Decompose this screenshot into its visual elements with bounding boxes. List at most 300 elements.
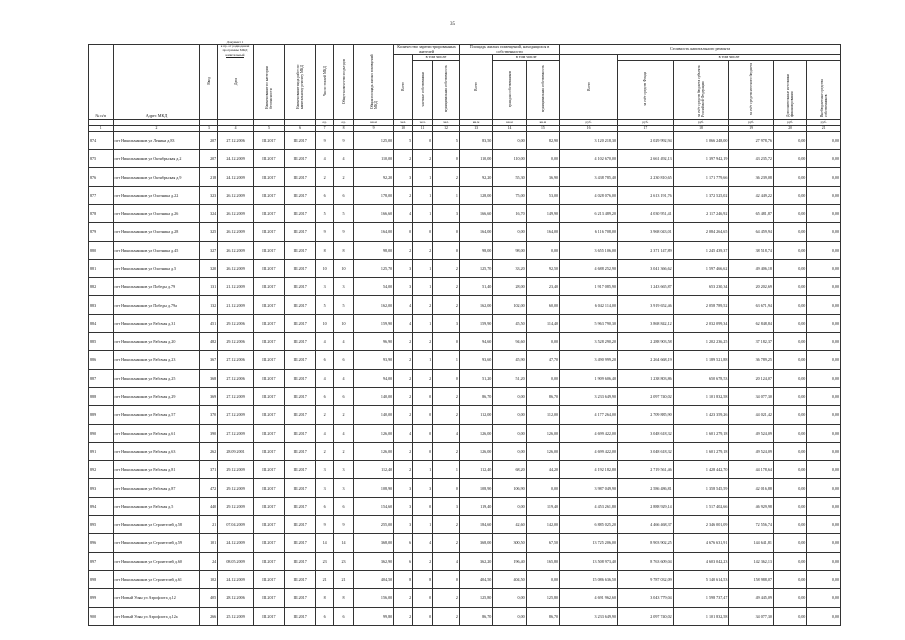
cell-roof: III.2017: [285, 186, 316, 204]
cell-a2: 16,70: [493, 204, 526, 222]
cell-date: 26.12.2009: [218, 241, 254, 259]
cell-a1: 404,50: [459, 570, 492, 588]
cell-a1: 164,00: [459, 223, 492, 241]
table-row: [89, 552, 841, 570]
cell-c6: 0,00: [807, 150, 841, 168]
column-number: 12: [433, 125, 460, 131]
cell-a3: 86,70: [526, 607, 559, 625]
cell-r3: 4: [433, 552, 460, 570]
cell-no: 894: [89, 497, 114, 515]
cell-date: 24.12.2009: [218, 168, 254, 186]
cell-c4: 49 406,18: [729, 259, 774, 277]
cell-no: 895: [89, 516, 114, 534]
table-row: [89, 369, 841, 387]
cell-a2: 196,40: [493, 552, 526, 570]
cell-c4: 46 929,98: [729, 497, 774, 515]
cell-c1: 6 042 114,00: [560, 296, 618, 314]
cell-r2: 0: [413, 223, 433, 241]
cell-c5: 0,00: [773, 204, 806, 222]
column-number: 5: [253, 125, 284, 131]
cell-a3: 119,40: [526, 497, 559, 515]
cell-roof: III.2017: [285, 516, 316, 534]
cell-date: 26.12.2009: [218, 204, 254, 222]
cell-c6: 0,00: [807, 333, 841, 351]
cell-year: 266: [200, 607, 218, 625]
cell-a2: 102,00: [493, 296, 526, 314]
cell-c6: 0,00: [807, 369, 841, 387]
cell-addr: пгт Никольмашков ул Рабочая д.29: [113, 387, 200, 405]
cell-no: 899: [89, 589, 114, 607]
cell-r1: 3: [394, 479, 413, 497]
cell-a2: 68,20: [493, 461, 526, 479]
cell-c2: 2 097 740,02: [618, 387, 674, 405]
cell-wall: III.2017: [253, 204, 284, 222]
column-number: 14: [493, 125, 526, 131]
cell-c2: 2 230 810,65: [618, 168, 674, 186]
cell-year: 21: [200, 516, 218, 534]
cell-c5: 0,00: [773, 131, 806, 149]
cell-a1: 126,00: [459, 442, 492, 460]
cell-c5: 0,00: [773, 552, 806, 570]
cell-c2: 3 868 842,12: [618, 314, 674, 332]
cell-r2: 1: [413, 351, 433, 369]
cell-c5: 0,00: [773, 406, 806, 424]
cell-r1: 5: [394, 131, 413, 149]
cell-area: 125,00: [354, 131, 394, 149]
cell-date: 27.12.2006: [218, 351, 254, 369]
cell-a1: 110,00: [459, 150, 492, 168]
cell-wall: III.2017: [253, 296, 284, 314]
cell-r2: 2: [413, 150, 433, 168]
cell-floors: 10: [316, 259, 334, 277]
cell-c1: 4 453 261,80: [560, 497, 618, 515]
header-area-group: Площадь жилых помещений, находящихся в собственности: [459, 45, 559, 55]
cell-wall: III.2017: [253, 223, 284, 241]
cell-c1: 4 102 670,00: [560, 150, 618, 168]
cell-c6: 0,00: [807, 461, 841, 479]
cell-a1: 126,00: [459, 424, 492, 442]
cell-r2: 0: [413, 424, 433, 442]
cell-entr: 4: [334, 369, 354, 387]
cell-r3: 2: [433, 516, 460, 534]
cell-a3: 53,00: [526, 186, 559, 204]
cell-a3: 0,00: [526, 369, 559, 387]
cell-addr: пгт Никольмашков ул Рабочая д.23: [113, 351, 200, 369]
cell-a3: 23,40: [526, 278, 559, 296]
cell-entr: 23: [334, 552, 354, 570]
header-area-citizens: граждан собственников: [493, 60, 526, 119]
cell-entr: 6: [334, 497, 354, 515]
cell-c5: 0,00: [773, 607, 806, 625]
cell-r3: 2: [433, 442, 460, 460]
cell-year: 324: [200, 204, 218, 222]
cell-a2: 55,30: [493, 168, 526, 186]
cell-floors: 9: [316, 131, 334, 149]
cell-a3: 44,20: [526, 461, 559, 479]
cell-r1: 2: [394, 442, 413, 460]
cell-floors: 4: [316, 424, 334, 442]
cell-c4: 49 445,09: [729, 589, 774, 607]
cell-entr: 6: [334, 607, 354, 625]
cell-c4: 49 524,09: [729, 442, 774, 460]
cell-entr: 2: [334, 442, 354, 460]
cell-c2: 3 048 618,32: [618, 424, 674, 442]
cell-wall: III.2017: [253, 369, 284, 387]
header-area-total: Общая площадь жилых помещений МКД: [354, 45, 394, 120]
cell-floors: 8: [316, 589, 334, 607]
table-row: [89, 461, 841, 479]
column-number: 6: [285, 125, 316, 131]
cell-r1: 2: [394, 461, 413, 479]
cell-entr: 6: [334, 387, 354, 405]
cell-c2: 2 029 992,94: [618, 131, 674, 149]
cell-wall: III.2017: [253, 333, 284, 351]
cell-date: 29.12.2006: [218, 314, 254, 332]
cell-addr: пгт Никольмашков ул Рабочая д.25: [113, 369, 200, 387]
cell-c1: 1 917 085,90: [560, 278, 618, 296]
cell-no: 874: [89, 131, 114, 149]
cell-r2: 8: [413, 570, 433, 588]
cell-c2: 2 264 668,19: [618, 351, 674, 369]
cell-no: 875: [89, 150, 114, 168]
cell-roof: III.2017: [285, 278, 316, 296]
cell-date: 24.12.2009: [218, 570, 254, 588]
cell-r1: 2: [394, 387, 413, 405]
cell-entr: 10: [334, 259, 354, 277]
cell-c4: 49 524,09: [729, 424, 774, 442]
cell-c3: 4 676 631,91: [673, 534, 729, 552]
cell-area: 255,00: [354, 516, 394, 534]
cell-c4: 72 556,74: [729, 516, 774, 534]
cell-addr: пгт Никольмашков ул Строителей д.58: [113, 516, 200, 534]
unit-cell: кв.м: [493, 119, 526, 125]
cell-a3: 67,50: [526, 534, 559, 552]
column-number: 20: [773, 125, 806, 131]
cell-a3: 142,00: [526, 516, 559, 534]
cell-addr: пгт Никольмашков ул Охотника д.45: [113, 241, 200, 259]
cell-year: 320: [200, 259, 218, 277]
cell-no: 881: [89, 259, 114, 277]
cell-area: 164,00: [354, 223, 394, 241]
column-number: 2: [113, 125, 200, 131]
column-number: 10: [394, 125, 413, 131]
cell-r2: 1: [413, 461, 433, 479]
cell-wall: III.2017: [253, 479, 284, 497]
unit-cell: ед.: [316, 119, 334, 125]
cell-a3: 126,00: [526, 424, 559, 442]
table-row: [89, 241, 841, 259]
cell-c6: 0,00: [807, 241, 841, 259]
cell-addr: пгт Никольмашков ул Строителей д.61: [113, 570, 200, 588]
unit-cell: руб.: [729, 119, 774, 125]
cell-wall: III.2017: [253, 552, 284, 570]
cell-addr: пгт Никольмашков ул Охотника д.28: [113, 223, 200, 241]
cell-a3: 0,00: [526, 241, 559, 259]
cell-r3: 3: [433, 497, 460, 515]
cell-no: 893: [89, 479, 114, 497]
cell-c3: 1 245 439,37: [673, 241, 729, 259]
cell-no: 892: [89, 461, 114, 479]
cell-r2: 1: [413, 186, 433, 204]
cell-r2: 3: [413, 479, 433, 497]
cell-c5: 0,00: [773, 278, 806, 296]
header-residents-total: Всего: [394, 55, 413, 120]
cell-entr: 21: [334, 570, 354, 588]
column-number: 16: [560, 125, 618, 131]
cell-r1: 2: [394, 186, 413, 204]
header-area-sum: Всего: [459, 55, 492, 120]
cell-r3: 2: [433, 278, 460, 296]
unit-cell: руб.: [807, 119, 841, 125]
cell-entr: 5: [334, 204, 354, 222]
cell-date: 29.12.2006: [218, 333, 254, 351]
cell-c2: 3 043 779,04: [618, 589, 674, 607]
cell-floors: 14: [316, 534, 334, 552]
table-row: [89, 534, 841, 552]
cell-year: 24: [200, 552, 218, 570]
cell-roof: III.2017: [285, 296, 316, 314]
cell-c3: 1 423 359,26: [673, 406, 729, 424]
column-number: 21: [807, 125, 841, 131]
cell-c6: 0,00: [807, 296, 841, 314]
cell-date: 27.12.2006: [218, 131, 254, 149]
cell-area: 96,90: [354, 333, 394, 351]
cell-r1: 2: [394, 241, 413, 259]
cell-a2: 0,00: [493, 497, 526, 515]
cell-a2: 0,00: [493, 424, 526, 442]
column-number: 8: [334, 125, 354, 131]
cell-date: 27.12.2009: [218, 424, 254, 442]
cell-area: 110,00: [354, 150, 394, 168]
cell-r1: 0: [394, 223, 413, 241]
cell-r1: 2: [394, 150, 413, 168]
header-cost-group: Стоимость капитального ремонта: [560, 45, 841, 55]
table-row: [89, 497, 841, 515]
cell-roof: III.2017: [285, 461, 316, 479]
cell-c3: 1 358 545,59: [673, 479, 729, 497]
cell-wall: III.2017: [253, 442, 284, 460]
cell-area: 99,80: [354, 607, 394, 625]
cell-c4: 27 978,76: [729, 131, 774, 149]
cell-a3: 0,00: [526, 570, 559, 588]
cell-r2: 1: [413, 314, 433, 332]
cell-c3: 2 346 001,09: [673, 516, 729, 534]
cell-a3: 125,80: [526, 589, 559, 607]
cell-roof: III.2017: [285, 552, 316, 570]
cell-a2: 33,20: [493, 259, 526, 277]
cell-r3: 3: [433, 204, 460, 222]
cell-date: 26.12.2009: [218, 223, 254, 241]
cell-a3: 0,00: [526, 150, 559, 168]
cell-r2: 0: [413, 387, 433, 405]
cell-r3: 4: [433, 424, 460, 442]
cell-wall: III.2017: [253, 534, 284, 552]
header-res-municipal: муниципальная собственность: [433, 60, 460, 119]
cell-no: 879: [89, 223, 114, 241]
cell-c5: 0,00: [773, 479, 806, 497]
cell-c6: 0,00: [807, 259, 841, 277]
cell-addr: пгт Никольмашков ул Охотника д.26: [113, 204, 200, 222]
cell-roof: III.2017: [285, 424, 316, 442]
cell-r3: 2: [433, 589, 460, 607]
table-row: [89, 259, 841, 277]
cell-no: 884: [89, 314, 114, 332]
unit-cell: руб.: [618, 119, 674, 125]
doc-header-line: программы МКД: [222, 48, 248, 53]
table-row: [89, 607, 841, 625]
cell-c5: 0,00: [773, 150, 806, 168]
cell-c6: 0,00: [807, 406, 841, 424]
cell-date: 29.12.2009: [218, 479, 254, 497]
cell-c6: 0,00: [807, 387, 841, 405]
cell-c2: 3 041 366,62: [618, 259, 674, 277]
unit-cell: руб.: [560, 119, 618, 125]
cell-date: 24.12.2009: [218, 534, 254, 552]
cell-c4: 37 182,37: [729, 333, 774, 351]
cell-a2: 0,00: [493, 442, 526, 460]
cell-c2: 3 048 618,32: [618, 442, 674, 460]
cell-wall: III.2017: [253, 131, 284, 149]
cell-year: 132: [200, 296, 218, 314]
cell-c2: 4 466 468,37: [618, 516, 674, 534]
cell-no: 891: [89, 442, 114, 460]
header-year: Ввод: [200, 45, 218, 120]
cell-entr: 3: [334, 461, 354, 479]
cell-wall: III.2017: [253, 406, 284, 424]
cell-r3: 5: [433, 131, 460, 149]
cell-a1: 166,60: [459, 204, 492, 222]
cell-area: 126,00: [354, 442, 394, 460]
table-row: [89, 351, 841, 369]
cell-a2: 0,00: [493, 406, 526, 424]
cell-r2: 0: [413, 589, 433, 607]
cell-c5: 0,00: [773, 534, 806, 552]
cell-a3: 36,90: [526, 168, 559, 186]
cell-floors: 10: [316, 314, 334, 332]
cell-a1: 98,00: [459, 241, 492, 259]
cell-floors: 2: [316, 168, 334, 186]
cell-r3: 2: [433, 607, 460, 625]
cell-wall: III.2017: [253, 424, 284, 442]
cell-wall: III.2017: [253, 516, 284, 534]
cell-date: 21.12.2009: [218, 296, 254, 314]
header-cost-owners: Внебюджетные средства собственников: [807, 60, 841, 119]
cell-a1: 125,70: [459, 259, 492, 277]
header-cost-sub: в том числе: [618, 55, 841, 61]
cell-r1: 3: [394, 168, 413, 186]
cell-c1: 4 028 076,00: [560, 186, 618, 204]
header-cost-local: за счёт средств местного бюджета: [729, 60, 774, 119]
cell-c3: 1 601 279,18: [673, 424, 729, 442]
cell-c4: 38 518,74: [729, 241, 774, 259]
column-number: 4: [218, 125, 254, 131]
cell-c3: 1 202 236,25: [673, 333, 729, 351]
cell-c5: 0,00: [773, 223, 806, 241]
cell-c6: 0,00: [807, 552, 841, 570]
cell-c6: 0,00: [807, 589, 841, 607]
cell-r3: 0: [433, 479, 460, 497]
cell-r1: 2: [394, 333, 413, 351]
cell-addr: пгт Никольмашков ул Рабочая д.63: [113, 442, 200, 460]
cell-c6: 0,00: [807, 479, 841, 497]
column-number: 1: [89, 125, 114, 131]
cell-roof: III.2017: [285, 314, 316, 332]
cell-c1: 6 116 708,00: [560, 223, 618, 241]
column-number: 18: [673, 125, 729, 131]
cell-c3: 2 058 789,52: [673, 296, 729, 314]
cell-entr: 4: [334, 150, 354, 168]
cell-wall: III.2017: [253, 461, 284, 479]
cell-no: 882: [89, 278, 114, 296]
cell-area: 92,20: [354, 168, 394, 186]
cell-r2: 0: [413, 442, 433, 460]
cell-c6: 0,00: [807, 442, 841, 460]
cell-a3: 60,00: [526, 296, 559, 314]
cell-floors: 6: [316, 387, 334, 405]
table-row: [89, 516, 841, 534]
cell-no: 896: [89, 534, 114, 552]
cell-c2: 3 919 652,46: [618, 296, 674, 314]
cell-a1: 119,40: [459, 497, 492, 515]
cell-entr: 4: [334, 424, 354, 442]
cell-no: 885: [89, 333, 114, 351]
cell-year: 131: [200, 278, 218, 296]
cell-area: 140,00: [354, 406, 394, 424]
cell-c6: 0,00: [807, 186, 841, 204]
cell-c3: 2 084 264,65: [673, 223, 729, 241]
cell-roof: III.2017: [285, 241, 316, 259]
cell-roof: III.2017: [285, 168, 316, 186]
header-res-private: частные собственники: [413, 60, 433, 119]
cell-entr: 6: [334, 186, 354, 204]
cell-date: 29.12.2009: [218, 461, 254, 479]
cell-roof: III.2017: [285, 479, 316, 497]
cell-r3: 2: [433, 259, 460, 277]
cell-c1: 3 528 290,20: [560, 333, 618, 351]
cell-r2: 1: [413, 204, 433, 222]
cell-r3: 1: [433, 186, 460, 204]
header-date: Дата: [218, 45, 254, 120]
cell-date: 21.12.2009: [218, 278, 254, 296]
cell-c2: 3 968 043,01: [618, 223, 674, 241]
cell-c4: 36 239,08: [729, 168, 774, 186]
cell-r2: 2: [413, 552, 433, 570]
cell-c6: 0,00: [807, 278, 841, 296]
cell-area: 94,00: [354, 369, 394, 387]
cell-area: 93,90: [354, 351, 394, 369]
column-number: 13: [459, 125, 492, 131]
header-area-sub: в том числе: [493, 55, 560, 61]
cell-c4: 144 641,81: [729, 534, 774, 552]
cell-date: 28.09.2001: [218, 442, 254, 460]
cell-r3: 0: [433, 570, 460, 588]
cell-addr: пгт Никольмашков ул Победы д.79: [113, 278, 200, 296]
cell-c1: 13 508 973,40: [560, 552, 618, 570]
cell-date: 26.12.2009: [218, 186, 254, 204]
cell-r2: 1: [413, 278, 433, 296]
cell-r2: 0: [413, 131, 433, 149]
cell-floors: 6: [316, 497, 334, 515]
cell-floors: 8: [316, 241, 334, 259]
cell-wall: III.2017: [253, 186, 284, 204]
cell-c5: 0,00: [773, 589, 806, 607]
cell-r1: 4: [394, 204, 413, 222]
header-residents-sub: в том числе: [413, 55, 460, 61]
cell-c2: 2 613 191,76: [618, 186, 674, 204]
cell-c6: 0,00: [807, 497, 841, 515]
table-row: [89, 278, 841, 296]
cell-area: 125,70: [354, 259, 394, 277]
